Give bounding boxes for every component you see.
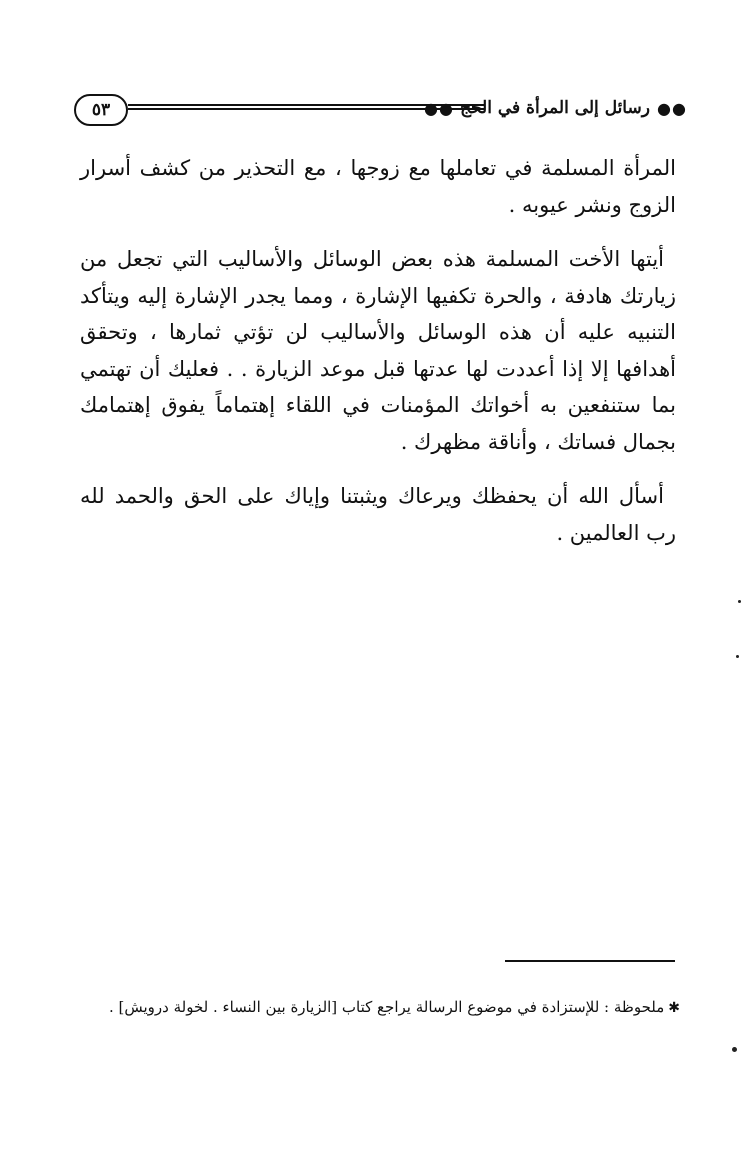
paragraph-1: المرأة المسلمة في تعاملها مع زوجها ، مع التحذير من كشف أسرار الزوج ونشر عيوبه . [80, 156, 676, 217]
footnote [100, 995, 680, 1020]
footnote-text: ملحوظة : للإستزادة في موضوع الرسالة يراجع كتاب [الزيارة بين النساء . لخولة درويش] . [108, 998, 665, 1016]
footnote-star-icon: ✱ [668, 1000, 680, 1016]
scan-speck [736, 655, 739, 658]
paragraph-3: أسأل الله أن يحفظك ويرعاك ويثبتنا وإياك على الحق والحمد لله رب العالمين . [80, 484, 676, 545]
page-number-badge: ٥٣ [74, 94, 128, 126]
scan-speck [732, 1047, 737, 1052]
body-text [80, 150, 676, 569]
paragraph-2: أيتها الأخت المسلمة هذه بعض الوسائل والأساليب التي تجعل من زيارتك هادفة ، والحرة تكفيها الإشارة ، ومما يجدر الإشارة إليه ويتأكد التنبيه عليه أن هذه الوسائل والأساليب لن تؤتي ثمارها ، وتحقق أهدافها إلا إذا أعددت لها عدتها قبل موعد الزيارة . . فعليك أن تهتمي بما ستنفعين به أخواتك المؤمنات في اللقاء إهتماماً يفوق إهتمامك بجمال فساتك ، وأناقة مظهرك . [80, 247, 676, 454]
ornament-dots-right: ●● [657, 99, 687, 118]
scan-speck [738, 600, 741, 603]
footnote-separator [505, 960, 675, 962]
running-title: رسائل إلى المرأة في الحج [460, 98, 650, 118]
ornament-dots-left: ●● [424, 99, 454, 118]
running-header [74, 94, 686, 128]
